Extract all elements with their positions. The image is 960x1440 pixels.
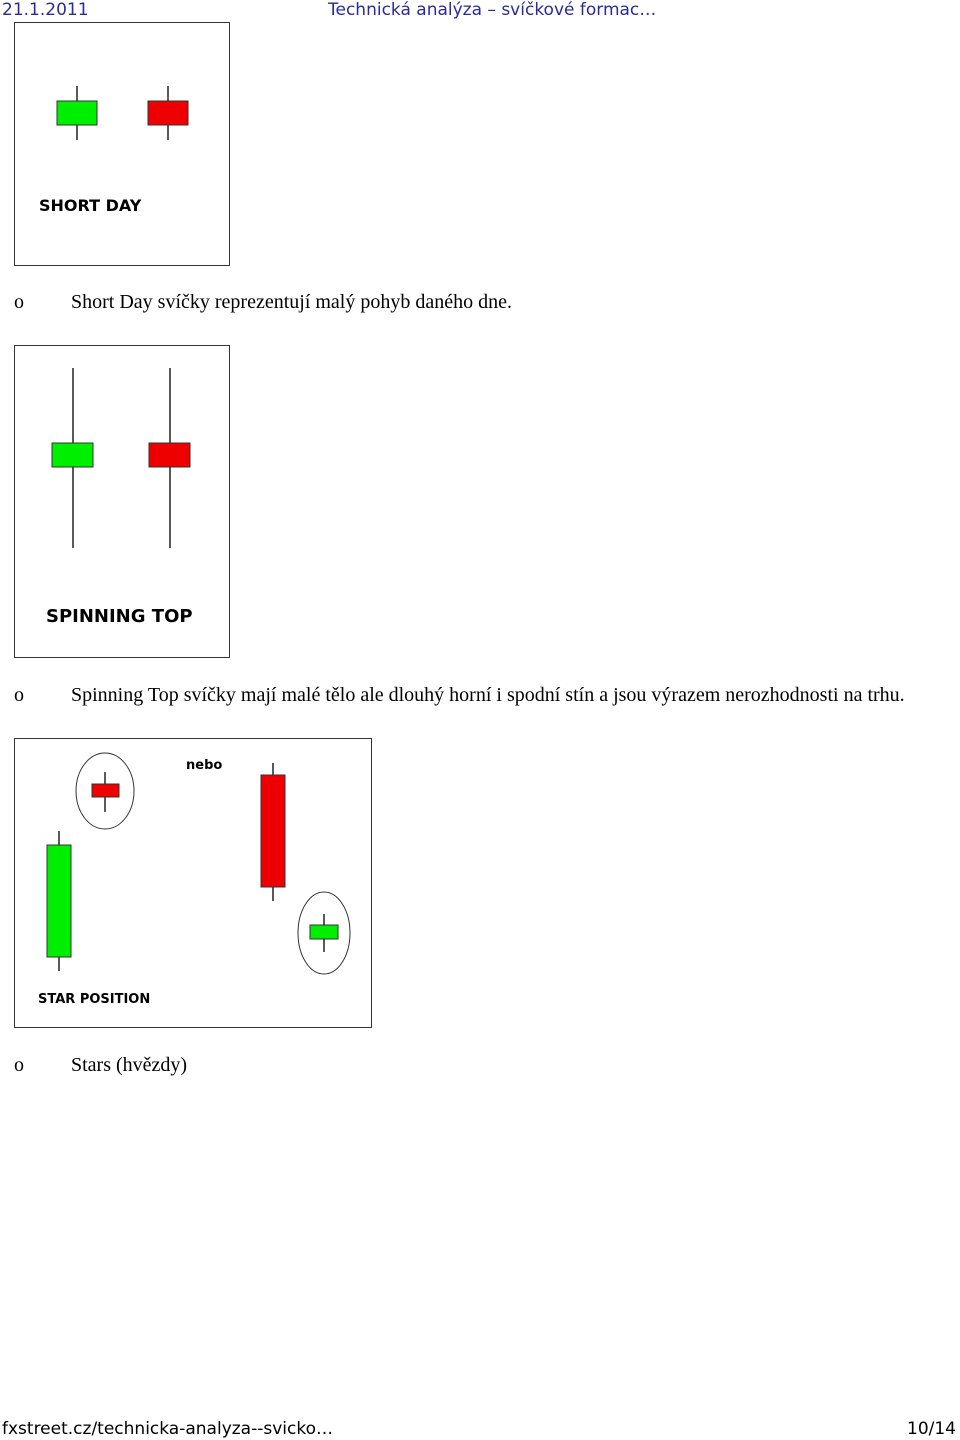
bullet: o bbox=[14, 1054, 24, 1076]
red-candle bbox=[149, 368, 190, 548]
red-candle bbox=[148, 86, 188, 140]
nebo-note: nebo bbox=[186, 758, 223, 773]
paragraph-stars bbox=[14, 1053, 187, 1077]
short-day-figure bbox=[14, 22, 230, 266]
paragraph-text: Short Day svíčky reprezentují malý pohyb daného dne. bbox=[71, 291, 512, 313]
green-candle bbox=[57, 86, 97, 140]
star-position-figure bbox=[14, 738, 372, 1028]
paragraph-text: Spinning Top svíčky mají malé tělo ale dlouhý horní i spodní stín a jsou výrazem nerozhodnosti na trhu. bbox=[71, 684, 905, 706]
green-candle bbox=[52, 368, 93, 548]
spinning-top-chart bbox=[15, 346, 231, 659]
bullet: o bbox=[14, 684, 24, 706]
spinning-top-figure bbox=[14, 345, 230, 658]
footer-page-number: 10/14 bbox=[907, 1419, 956, 1439]
paragraph-short-day bbox=[14, 290, 512, 314]
spinning-top-label: SPINNING TOP bbox=[46, 606, 193, 627]
star-position-label: STAR POSITION bbox=[38, 992, 151, 1007]
short-day-chart bbox=[15, 23, 231, 267]
header-title: Technická analýza – svíčkové formac… bbox=[328, 0, 657, 20]
star-position-chart bbox=[15, 739, 373, 1029]
short-day-label: SHORT DAY bbox=[39, 196, 142, 215]
paragraph-spinning-top bbox=[14, 683, 905, 707]
star-red-circled bbox=[76, 753, 134, 829]
tall-red-candle bbox=[261, 763, 285, 901]
star-green-circled bbox=[298, 892, 350, 974]
tall-green-candle bbox=[47, 831, 71, 971]
paragraph-text: Stars (hvězdy) bbox=[71, 1054, 188, 1076]
bullet: o bbox=[14, 291, 24, 313]
header-date: 21.1.2011 bbox=[2, 0, 89, 20]
footer-url[interactable]: fxstreet.cz/technicka-analyza--svicko… bbox=[2, 1419, 333, 1439]
